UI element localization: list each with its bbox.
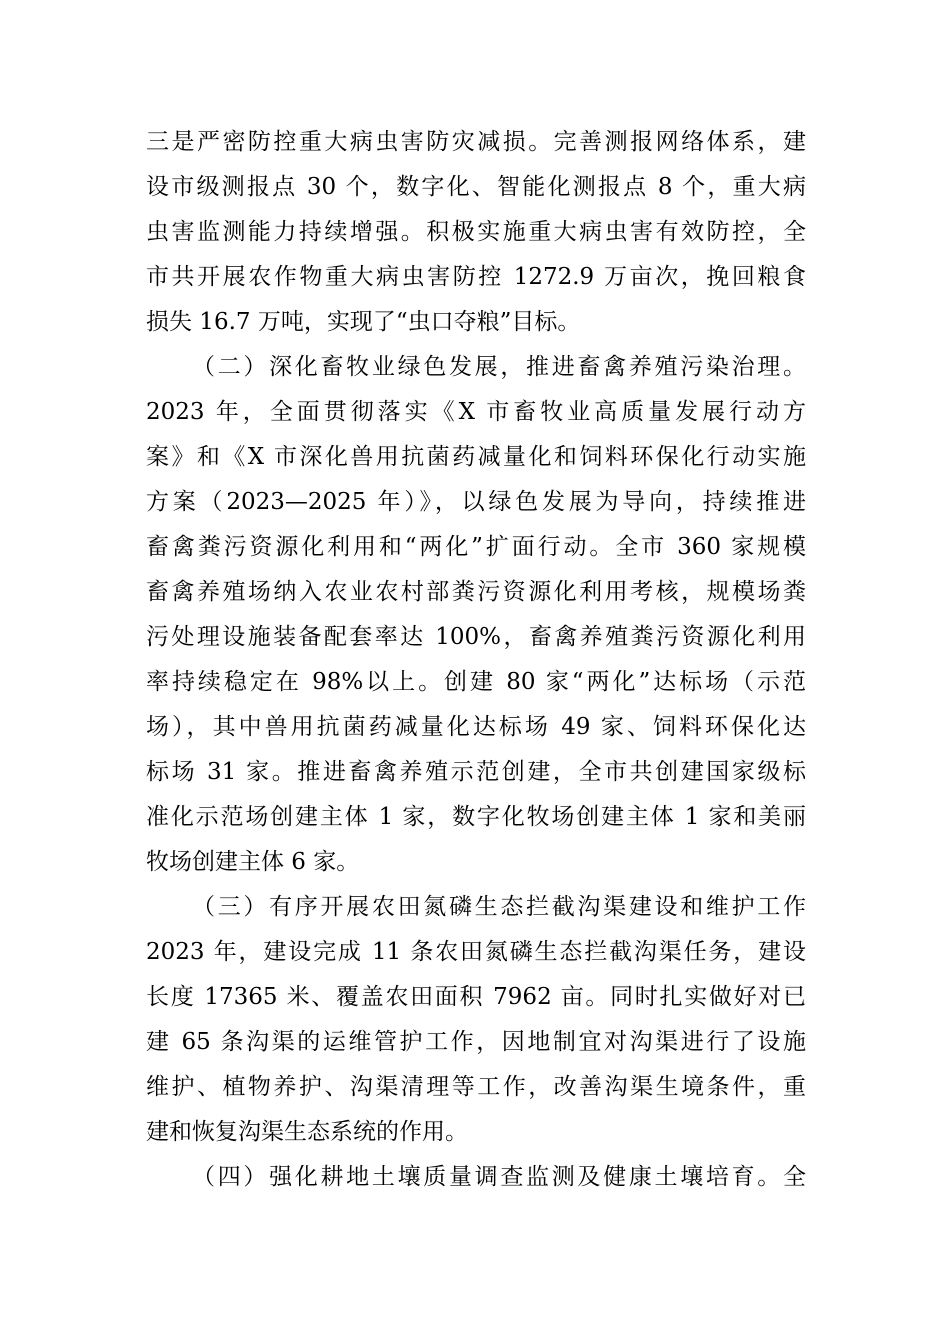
text-line: 市共开展农作物重大病虫害防控 1272.9 万亩次，挽回粮食 (146, 264, 806, 290)
text-line: 长度 17365 米、覆盖农田面积 7962 亩。同时扎实做好对已 (146, 984, 806, 1010)
text-line: 牧场创建主体 6 家。 (146, 849, 360, 875)
paragraph-ditch-construction (146, 885, 806, 1155)
text-line: 损失 16.7 万吨，实现了“虫口夺粮”目标。 (146, 309, 581, 335)
text-line: 三是严密防控重大病虫害防灾减损。完善测报网络体系，建 (146, 129, 806, 155)
section-heading-line: （三）有序开展农田氮磷生态拦截沟渠建设和维护工作 (192, 894, 806, 920)
paragraph-pest-control (146, 120, 806, 345)
text-line: 率持续稳定在 98%以上。创建 80 家“两化”达标场（示范 (146, 669, 806, 695)
text-line: 准化示范场创建主体 1 家，数字化牧场创建主体 1 家和美丽 (146, 804, 806, 830)
text-line: 2023 年，全面贯彻落实《X 市畜牧业高质量发展行动方 (146, 399, 806, 425)
text-line: 建和恢复沟渠生态系统的作用。 (146, 1119, 468, 1145)
text-line: 畜禽养殖场纳入农业农村部粪污资源化利用考核，规模场粪 (146, 579, 806, 605)
text-line: 标场 31 家。推进畜禽养殖示范创建，全市共创建国家级标 (146, 759, 806, 785)
section-heading-line: （四）强化耕地土壤质量调查监测及健康土壤培育。全 (192, 1164, 806, 1190)
text-line: 场），其中兽用抗菌药减量化达标场 49 家、饲料环保化达 (146, 714, 806, 740)
text-line: 畜禽粪污资源化利用和“两化”扩面行动。全市 360 家规模 (146, 534, 806, 560)
document-body (146, 120, 806, 1200)
text-line: 维护、植物养护、沟渠清理等工作，改善沟渠生境条件，重 (146, 1074, 806, 1100)
text-line: 设市级测报点 30 个，数字化、智能化测报点 8 个，重大病 (146, 174, 806, 200)
text-line: 污处理设施装备配套率达 100%，畜禽养殖粪污资源化利用 (146, 624, 806, 650)
text-line: 建 65 条沟渠的运维管护工作，因地制宜对沟渠进行了设施 (146, 1029, 806, 1055)
text-line: 案》和《X 市深化兽用抗菌药减量化和饲料环保化行动实施 (146, 444, 806, 470)
text-line: 2023 年，建设完成 11 条农田氮磷生态拦截沟渠任务，建设 (146, 939, 806, 965)
paragraph-soil-quality (146, 1155, 806, 1200)
section-heading-line: （二）深化畜牧业绿色发展，推进畜禽养殖污染治理。 (192, 354, 806, 380)
paragraph-livestock-green (146, 345, 806, 885)
text-line: 方案（2023—2025 年）》，以绿色发展为导向，持续推进 (146, 489, 806, 515)
text-line: 虫害监测能力持续增强。积极实施重大病虫害有效防控，全 (146, 219, 806, 245)
